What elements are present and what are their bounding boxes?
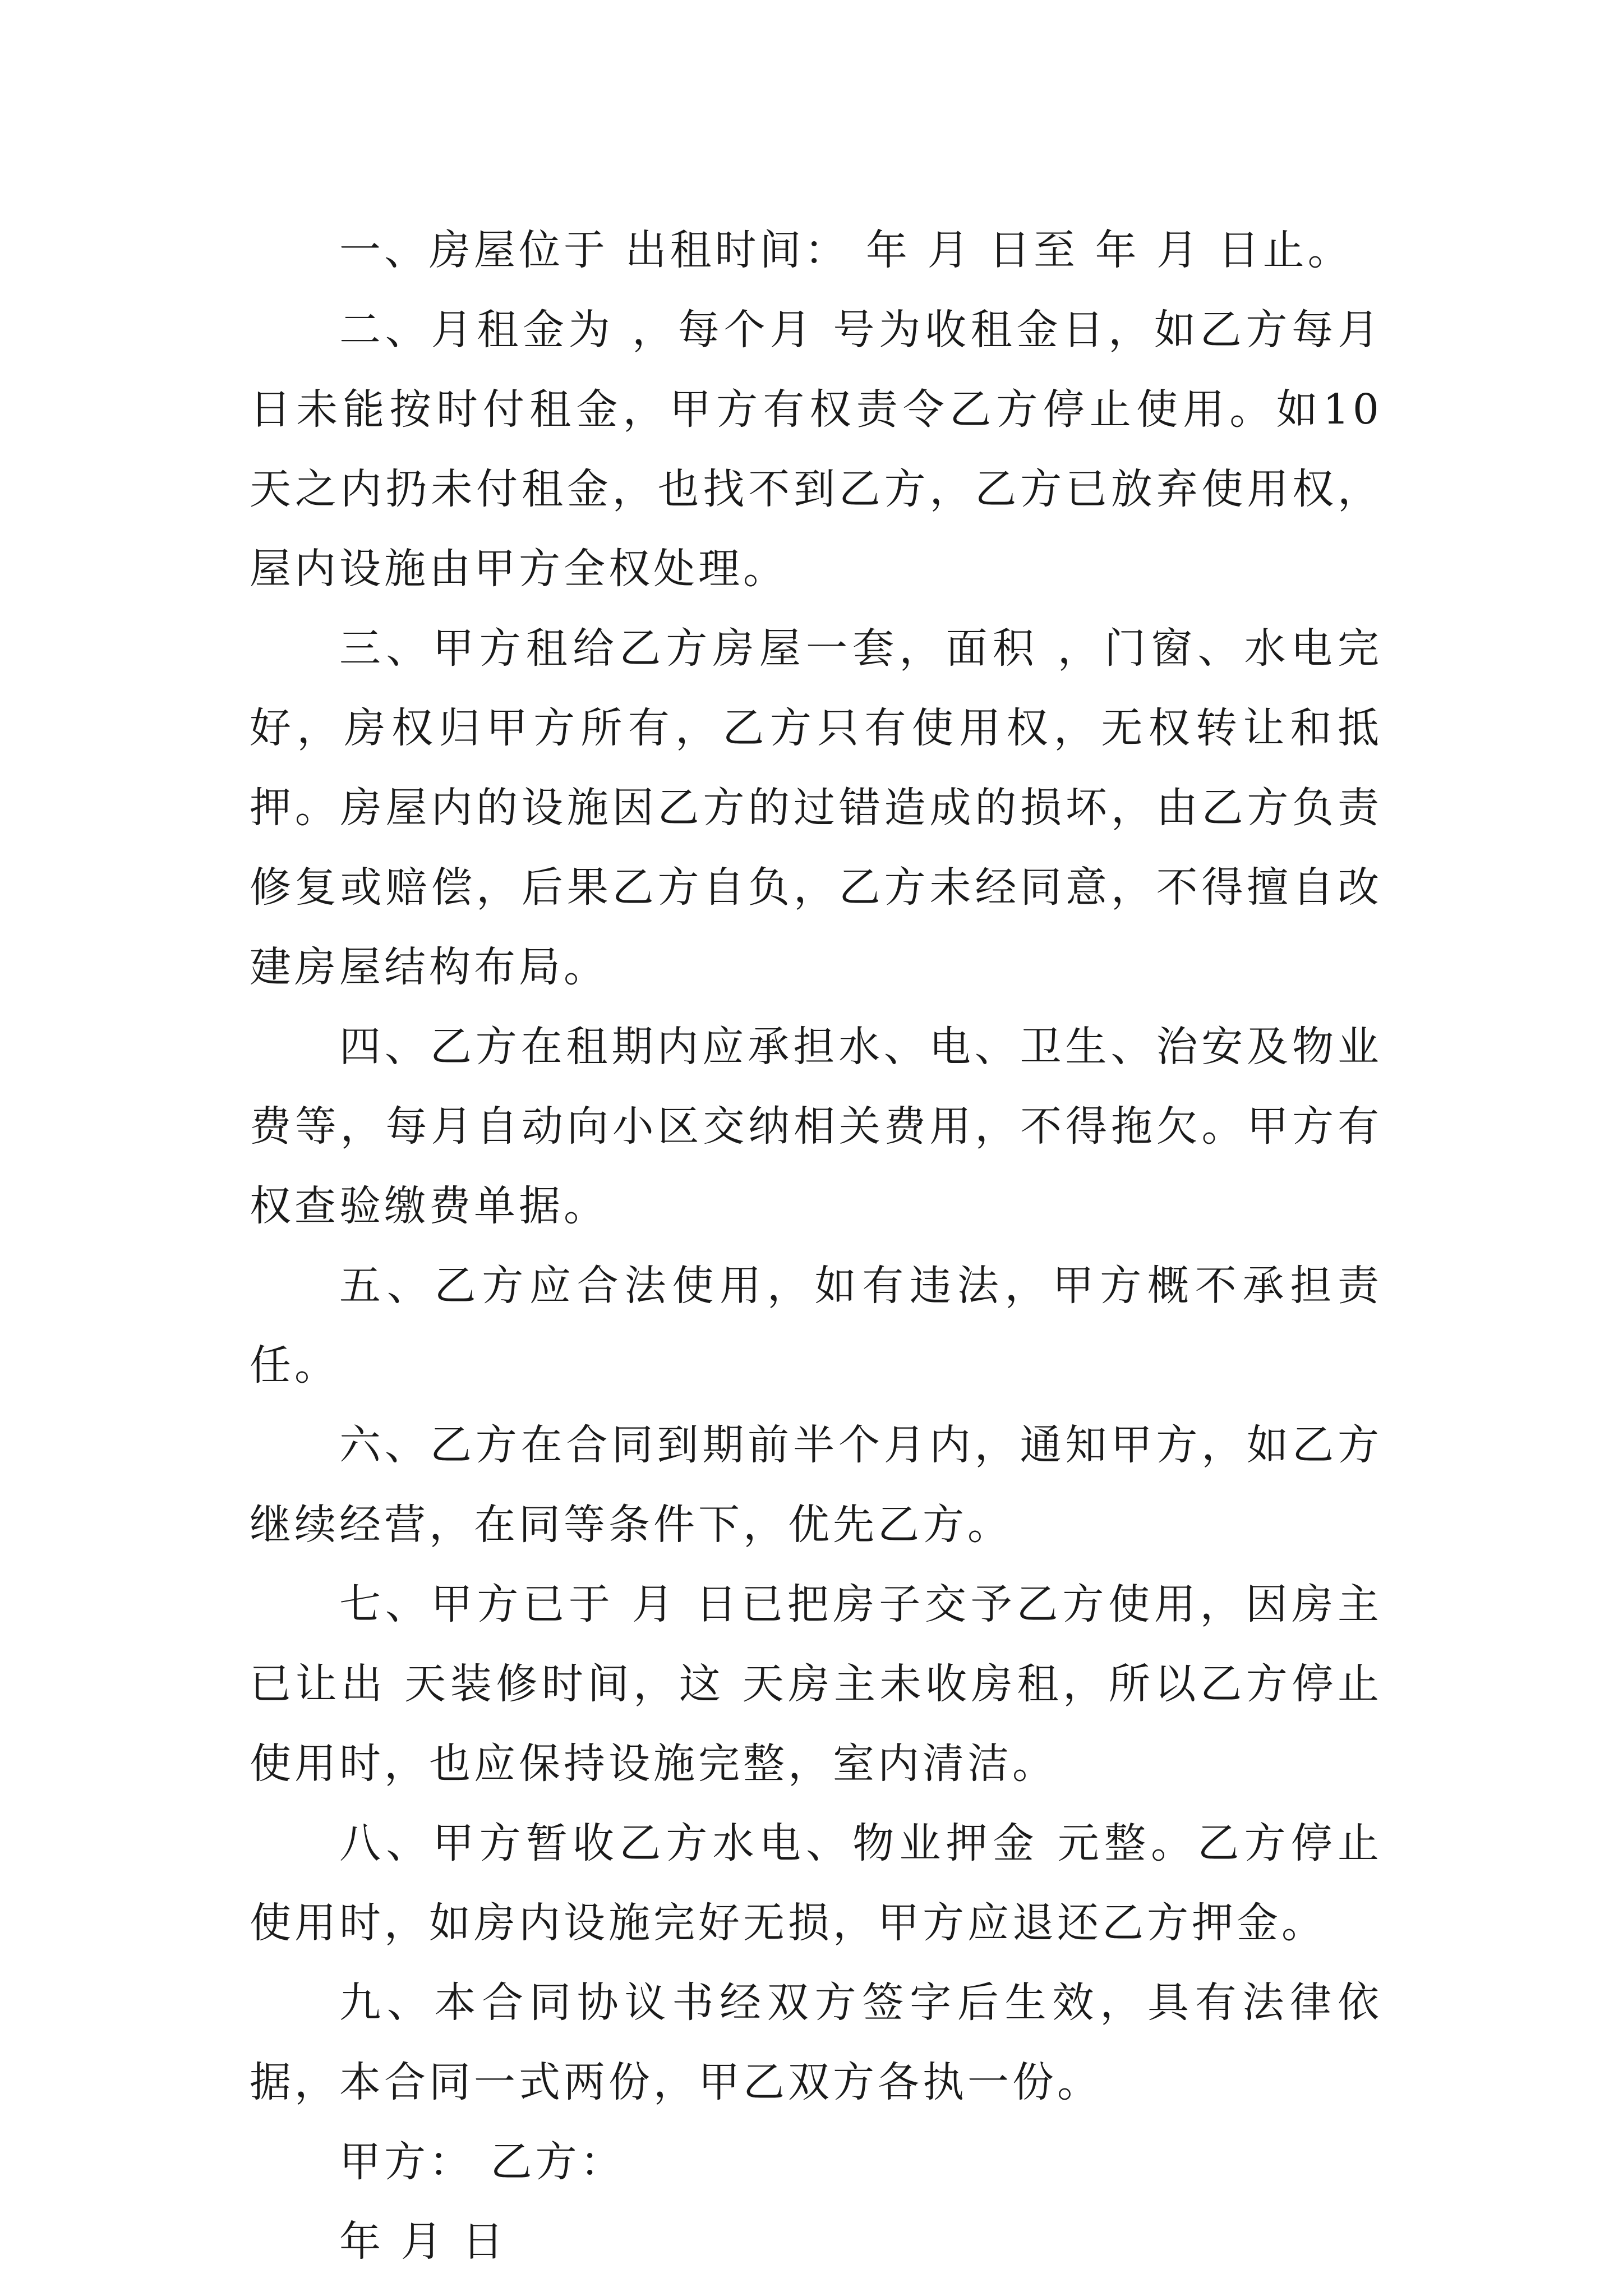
clause-7: 七、甲方已于 月 日已把房子交予乙方使用，因房主已让出 天装修时间，这 天房主未收房租，所以乙方停止使用时，也应保持设施完整，室内清洁。 [250,1580,1382,1788]
signature-line: 甲方： 乙方： [339,2138,625,2186]
clause-5: 五、乙方应合法使用，如有违法，甲方概不承担责任。 [250,1262,1382,1389]
clause-8: 八、甲方暂收乙方水电、物业押金 元整。乙方停止使用时，如房内设施完好无损，甲方应退还乙方押金。 [250,1819,1382,1947]
clause-1: 一、房屋位于 出租时间： 年 月 日至 年 月 日止。 [339,226,1353,274]
clause-6: 六、乙方在合同到期前半个月内，通知甲方，如乙方继续经营，在同等条件下，优先乙方。 [250,1421,1382,1549]
clause-9: 九、本合同协议书经双方签字后生效，具有法律依据，本合同一式两份，甲乙双方各执一份。 [250,1978,1382,2106]
contract-body [250,210,1382,2281]
date-line: 年 月 日 [339,2217,508,2266]
clause-4: 四、乙方在租期内应承担水、电、卫生、治安及物业费等，每月自动向小区交纳相关费用，不得拖欠。甲方有权查验缴费单据。 [250,1023,1382,1230]
clause-3: 三、甲方租给乙方房屋一套，面积 ，门窗、水电完好，房权归甲方所有，乙方只有使用权，无权转让和抵押。房屋内的设施因乙方的过错造成的损坏，由乙方负责修复或赔偿，后果乙方自负，乙方未经同意，不得擅自改建房屋结构布局。 [250,624,1382,991]
clause-2: 二、月租金为 ，每个月 号为收租金日，如乙方每月 日未能按时付租金，甲方有权责令乙方停止使用。如10天之内扔未付租金，也找不到乙方，乙方已放弃使用权，屋内设施由甲方全权处理。 [250,306,1382,593]
